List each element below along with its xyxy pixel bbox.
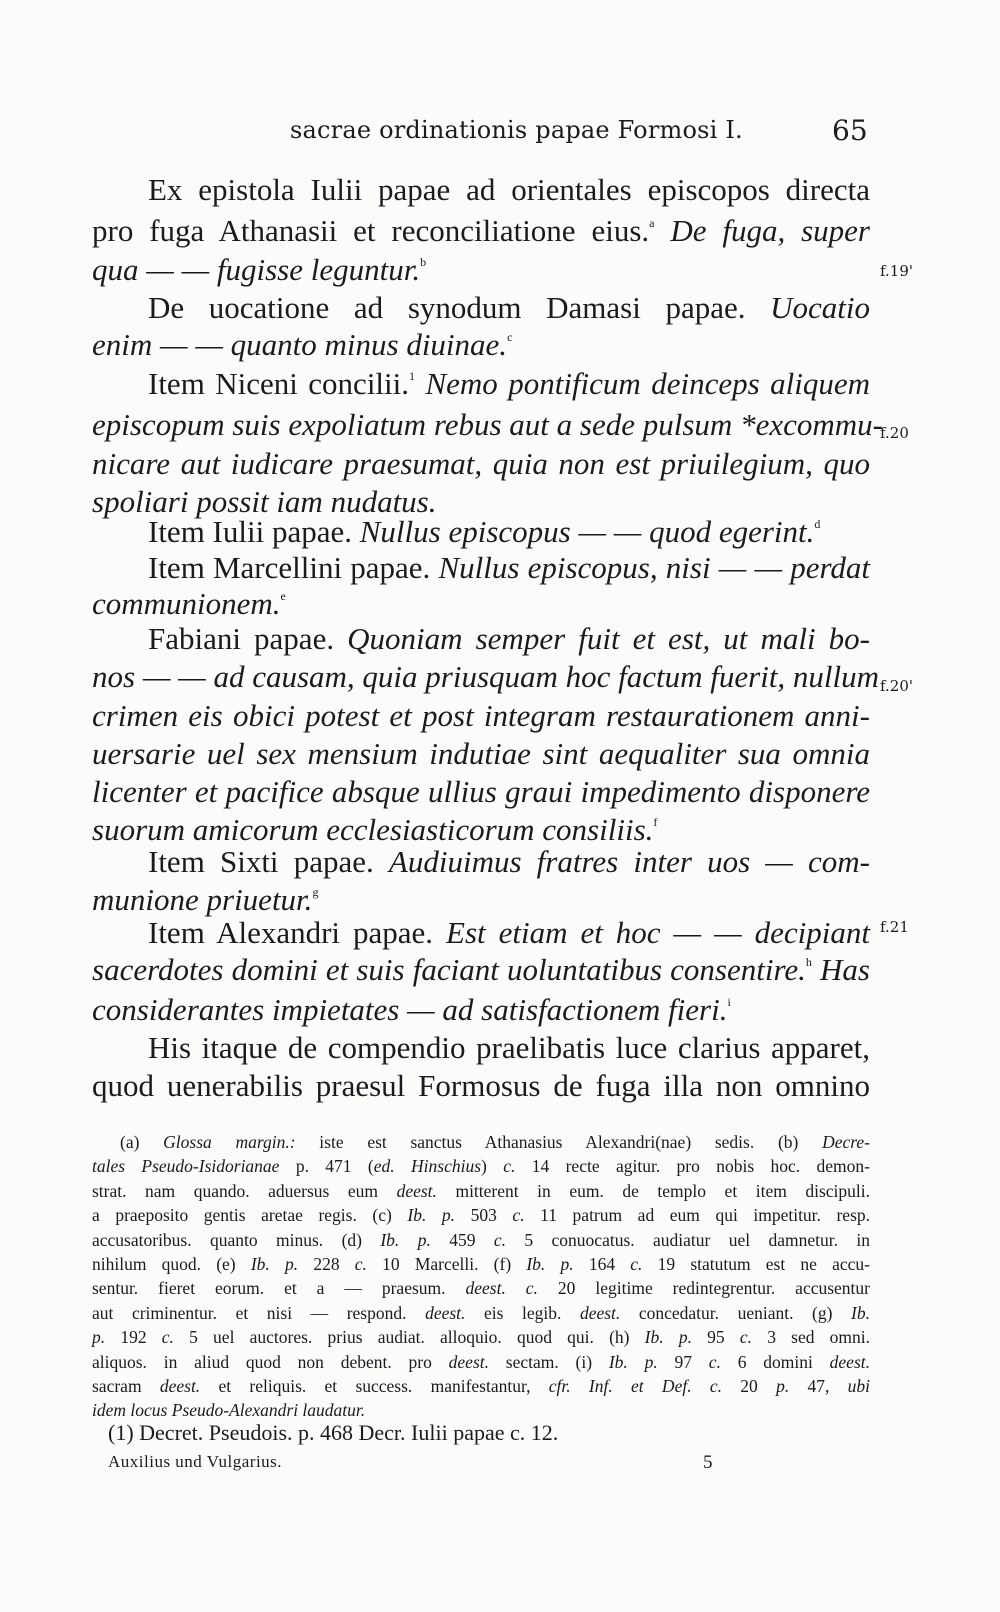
text-line [92, 990, 870, 1030]
text-span: Item Marcellini papae. [148, 550, 439, 585]
note-marker: e [280, 589, 286, 603]
text-span: ) [481, 1156, 504, 1177]
italic-span: munione priuetur. [92, 882, 313, 917]
apparatus-line [92, 1325, 870, 1349]
text-span: aliquos. in aliud quod non debent. pro [92, 1351, 449, 1372]
critical-apparatus [92, 1130, 870, 1423]
note-marker: f [653, 815, 658, 829]
italic-span: ubi [847, 1375, 871, 1396]
text-span: 95 [691, 1327, 740, 1348]
italic-span: Uocatio [770, 290, 870, 325]
note-marker: 1 [409, 369, 416, 383]
italic-span: Quoniam semper fuit et est, ut mali bo- [347, 621, 870, 656]
italic-span: c. [708, 1351, 721, 1372]
italic-span: Has [811, 952, 870, 987]
italic-span: communionem. [92, 586, 281, 621]
apparatus-line [92, 1179, 870, 1203]
italic-span: c. [354, 1253, 367, 1274]
apparatus-line [92, 1276, 870, 1300]
note-marker: a [649, 216, 655, 230]
text-span: 97 [657, 1351, 709, 1372]
text-line [92, 696, 870, 736]
text-line [92, 657, 880, 697]
italic-span: licenter et pacifice absque ullius graui impedimento disponere [92, 774, 870, 809]
text-line [92, 211, 870, 251]
italic-span: p. [92, 1327, 106, 1348]
text-span: 228 [298, 1253, 355, 1274]
text-line [148, 1028, 870, 1068]
text-span: mitterent in eum. de templo et item discipuli. [436, 1180, 871, 1201]
text-span: 20 legitime redintegrentur. accusentur [537, 1278, 870, 1299]
text-span: Fabiani papae. [148, 621, 348, 656]
running-title: sacrae ordinationis papae Formosi I. [290, 116, 743, 144]
italic-span: Ib. p. [250, 1253, 299, 1274]
text-line [148, 913, 870, 953]
italic-span: idem locus Pseudo-Alexandri laudatur. [92, 1400, 366, 1421]
page-number: 65 [832, 114, 868, 147]
text-line [148, 842, 870, 882]
italic-span: c. [161, 1327, 174, 1348]
text-span: 11 patrum ad eum qui impetitur. resp. [524, 1205, 871, 1226]
text-line [92, 405, 883, 445]
text-span: 10 Marcelli. (f) [366, 1253, 527, 1274]
text-line [92, 444, 870, 484]
text-span: iste est sanctus Athanasius Alexandri(nae) sedis. (b) [295, 1132, 823, 1152]
italic-span: ed. Hinschius [373, 1156, 482, 1177]
text-span: pro fuga Athanasii et reconciliatione eius. [92, 213, 650, 248]
italic-span: tales Pseudo-Isidorianae [92, 1156, 280, 1177]
italic-span: p. [776, 1375, 790, 1396]
text-line [148, 619, 870, 659]
italic-span: c. [630, 1253, 643, 1274]
italic-span: cfr. Inf. et Def. c. [548, 1375, 722, 1396]
italic-span: considerantes impietates — ad satisfactionem fieri. [92, 992, 728, 1027]
italic-span: Nullus episcopus — — quod egerint. [359, 514, 815, 549]
italic-span: Ib. [851, 1302, 870, 1323]
text-line [148, 170, 870, 210]
note-marker: b [420, 255, 427, 269]
text-span: 164 [573, 1253, 631, 1274]
text-line [92, 250, 870, 290]
text-line [92, 734, 870, 774]
text-line [92, 950, 870, 990]
text-span: De uocatione ad synodum Damasi papae. [148, 290, 771, 325]
apparatus-line [92, 1252, 870, 1276]
italic-span: c. [739, 1327, 752, 1348]
apparatus-line [92, 1350, 870, 1374]
note-marker: i [727, 995, 731, 1009]
italic-span: nicare aut iudicare praesumat, quia non est priuilegium, quo [92, 446, 870, 481]
text-span: 14 recte agitur. pro nobis hoc. demon- [515, 1156, 870, 1177]
text-span: eis legib. [465, 1302, 580, 1323]
text-span: nihilum quod. (e) [92, 1253, 251, 1274]
text-line [92, 325, 870, 365]
italic-span: enim — — quanto minus diuinae. [92, 327, 508, 362]
apparatus-line [92, 1130, 870, 1154]
text-span: Item Iulii papae. [148, 514, 360, 549]
text-line [92, 772, 870, 812]
apparatus-line [92, 1154, 870, 1178]
text-span: Item Niceni concilii. [148, 366, 410, 401]
text-span: 5 conuocatus. audiatur uel damnetur. in [506, 1229, 871, 1250]
text-span: 459 [430, 1229, 494, 1250]
note-marker: g [312, 885, 319, 899]
italic-span: Ib. p. [526, 1253, 574, 1274]
italic-span: c. [503, 1156, 516, 1177]
italic-span: deest. [579, 1302, 621, 1323]
apparatus-line [92, 1228, 870, 1252]
italic-span: Ib. p. [407, 1205, 456, 1226]
footnote-1: (1) Decret. Pseudois. p. 468 Decr. Iulii papae c. 12. [108, 1420, 559, 1445]
folio-note: f.20 [880, 424, 909, 442]
italic-span: deest. c. [465, 1278, 538, 1299]
italic-span: Ib. p. [608, 1351, 658, 1372]
text-span: 5 uel auctores. prius audiat. alloquio. quod qui. (h) [173, 1327, 645, 1348]
italic-span: deest. [829, 1351, 870, 1372]
text-span: sacram [92, 1375, 160, 1396]
text-span: accusatoribus. quanto minus. (d) [92, 1229, 381, 1250]
text-span: quod uenerabilis praesul Formosus de fuga illa non omnino [92, 1068, 870, 1103]
text-span: a praeposito gentis aretae regis. (c) [92, 1205, 408, 1226]
note-marker: c [507, 330, 513, 344]
italic-span: deest. [425, 1302, 466, 1323]
text-span: 19 statutum est ne accu- [642, 1253, 871, 1274]
italic-span: Est etiam et hoc — — decipiant [446, 915, 870, 950]
text-span: 20 [722, 1375, 777, 1396]
italic-span: c. [493, 1229, 507, 1250]
italic-span: nos — — ad causam, quia priusquam hoc factum fuerit, nullum [92, 659, 880, 694]
text-span: 503 [455, 1205, 513, 1226]
signature-text: Auxilius und Vulgarius. [108, 1452, 283, 1471]
text-span: p. 471 ( [279, 1156, 374, 1177]
signature-line [108, 1452, 718, 1472]
italic-span: sacerdotes domini et suis faciant uoluntatibus consentire. [92, 952, 806, 987]
text-span: Ex epistola Iulii papae ad orientales episcopos directa [148, 172, 870, 207]
italic-span: Nullus episcopus, nisi — — perdat [438, 550, 870, 585]
italic-span: crimen eis obici potest et post integram restaurationem anni- [92, 698, 870, 733]
italic-span: Audiuimus fratres inter uos — com- [388, 844, 870, 879]
text-span: Item Alexandri papae. [148, 915, 447, 950]
text-span: sectam. (i) [489, 1351, 609, 1372]
italic-span: deest. [159, 1375, 201, 1396]
text-span: Item Sixti papae. [148, 844, 389, 879]
text-span: et reliquis. et success. manifestantur, [200, 1375, 549, 1396]
italic-span: Glossa margin.: [163, 1132, 296, 1152]
text-span: (a) [120, 1132, 164, 1152]
italic-span: c. [512, 1205, 525, 1226]
note-marker: d [814, 517, 821, 531]
apparatus-line [92, 1374, 870, 1398]
italic-span: De fuga, super [654, 213, 870, 248]
text-line [92, 584, 870, 624]
italic-span: Ib. p. [644, 1327, 692, 1348]
italic-span: Ib. p. [380, 1229, 431, 1250]
italic-span: deest. [448, 1351, 489, 1372]
italic-span: deest. [396, 1180, 437, 1201]
text-span: 47, [789, 1375, 848, 1396]
italic-span: episcopum suis expoliatum rebus aut a sede pulsum *excommu- [92, 407, 883, 442]
italic-span: uersarie uel sex mensium indutiae sint aequaliter sua omnia [92, 736, 870, 771]
italic-span: suorum amicorum ecclesiasticorum consiliis. [92, 812, 654, 847]
text-span: concedatur. ueniant. (g) [620, 1302, 852, 1323]
sheet-number: 5 [703, 1452, 713, 1473]
italic-span: spoliari possit iam nudatus. [92, 484, 437, 519]
text-span: strat. nam quando. aduersus eum [92, 1180, 397, 1201]
apparatus-line [92, 1203, 870, 1227]
text-span: 3 sed omni. [752, 1327, 871, 1348]
text-span: aut criminentur. et nisi — respond. [92, 1302, 426, 1323]
italic-span: qua — — fugisse leguntur. [92, 252, 421, 287]
folio-note: f.19' [880, 262, 913, 280]
folio-note: f.20' [880, 677, 913, 695]
text-line [148, 512, 870, 552]
page-header [0, 110, 1000, 150]
apparatus-line [92, 1301, 870, 1325]
text-line [148, 288, 870, 328]
note-marker: h [805, 955, 812, 969]
text-line [92, 1066, 870, 1106]
text-span: 192 [105, 1327, 162, 1348]
italic-span: Decre- [822, 1132, 870, 1152]
text-span: sentur. fieret eorum. et a — praesum. [92, 1278, 466, 1299]
italic-span: Nemo pontificum deinceps aliquem [415, 366, 870, 401]
folio-note: f.21 [880, 918, 909, 936]
text-span: His itaque de compendio praelibatis luce clarius apparet, [148, 1030, 870, 1065]
text-line [148, 548, 870, 588]
text-span: 6 domini [720, 1351, 830, 1372]
text-line [148, 364, 870, 404]
